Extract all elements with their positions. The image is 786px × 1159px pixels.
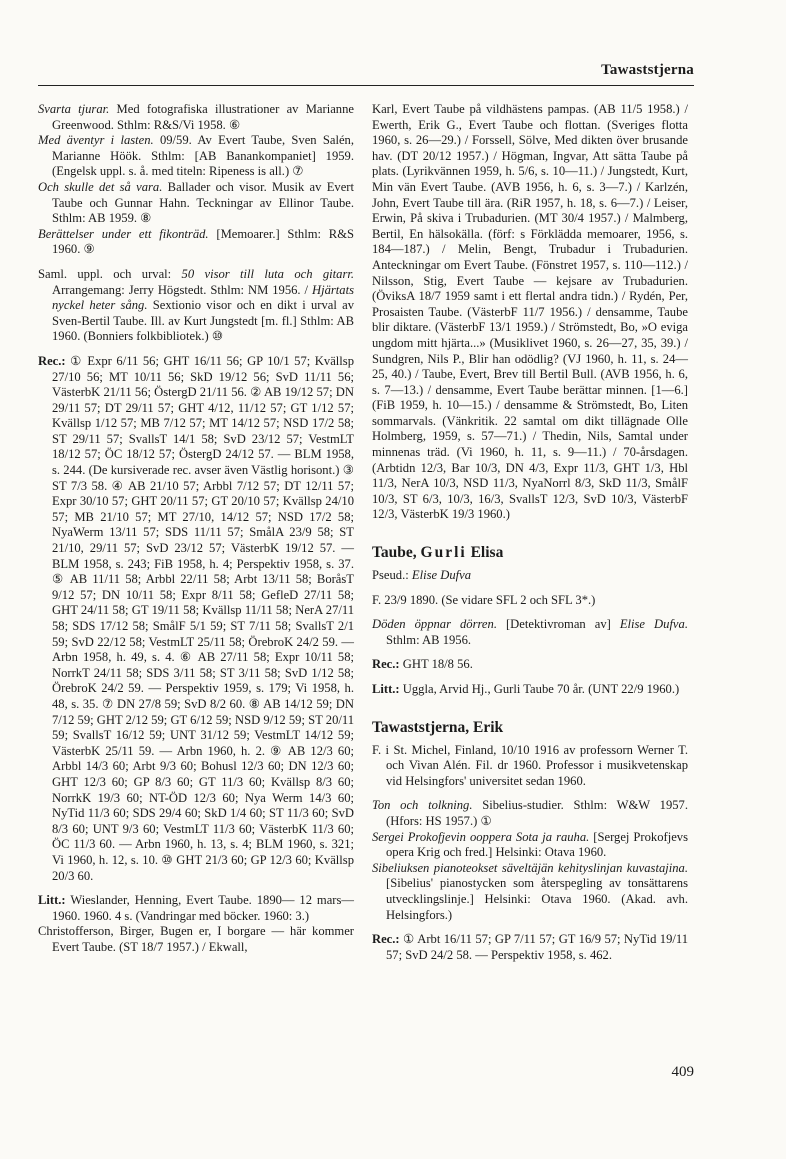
page-header xyxy=(38,62,694,86)
litt-continued: Christofferson, Birger, Bugen er, I borgare — här kommer Evert Taube. (ST 18/7 1957.) / Ekwall, xyxy=(38,924,354,954)
litt-continued-2: Karl, Evert Taube på vildhästens pampas. (AB 11/5 1958.) / Ewerth, Erik G., Evert Taube och flottan. (Sveriges flotta 1960, s. 26—29.) / Forssell, Sölve, Med dikten över brusande hav. (DT 20/12 1957.) / Högman, Ingvar, Att sätta Taube på plats. (Lyrikvännen 1959, h. 5/6, s. 10—11.) / Jungstedt, Kurt, Min vän Evert Taube. (AVB 1956, h. 6, s. 3—7.) / Karlzén, John, Evert Taube till ära. (RiR 1957, h. 18, s. 6—7.) / Leiser, Erwin, På skiva i Trubadurien. (MT 30/4 1957.) / Malmberg, Bertil, En hälsokälla. (förf: s Förklädda memoarer, 1956, s. 184—187.) / Melin, Bengt, Trubadur i Trubadurien. Anteckningar om Evert Taube. (Fönstret 1957, s. 110—112.) / Nilsson, Stig, Evert Taube — kejsare av Trubadurien. (ÖviksA 18/7 1959 samt i ett flertal andra tidn.) / Rydén, Per, Prosaisten Taube. (VästerbF 11/7 1956.) / densamme, Taube blir diktare. (VästerbF 13/1 1959.) / Strömstedt, Bo, »O eviga ungdom mitt hjärta...» (Musiklivet 1960, s. 26—27, 35, 39.) / Sundgren, Nils P., Blir han odödlig? (VJ 1960, h. 11, s. 24—25, 40.) / Taube, Evert, Brev till Bertil Bull. (AVB 1956, h. 6, s. 7—13.) / densamme, Evert Taube berättar minnen. [1—6.] (FiB 1959, h. 10—15.) / densamme & Strömstedt, Bo, Liten sommarvals. (Vänkritik. 22 samtal om dikt tillägnade Olle Holmberg, 1959, s. 57—71.) / Thedin, Nils, Samtal under minnenas träd. (Vi 1960, h. 11, s. 9—11.) / 70-årsdagen. (Arbtidn 12/3, Bar 10/3, DN 4/3, Expr 11/3, GHT 1/3, Hbl 11/3, NerA 10/3, NSD 11/3, NyaNorrl 8/3, SkD 11/3, SmålF 10/3, ST 6/3, 10/3, 16/3, SvallsT 12/3, SvD 10/3, VästerbF 12/3, VästerbK 19/3 1960.) xyxy=(372,102,688,522)
left-column xyxy=(38,102,354,955)
entry-med-aventyr: Med äventyr i lasten. 09/59. Av Evert Taube, Sven Salén, Marianne Höök. Sthlm: [AB Banankompaniet] 1959. (Engelsk uppl. s. å. med titeln: Ripeness is all.) ⑦ xyxy=(38,133,354,179)
running-head: Tawaststjerna xyxy=(601,62,694,78)
entry-prokofjev: Sergei Prokofjevin ooppera Sota ja rauha. [Sergej Prokofjevs opera Krig och fred.] Helsinki: Otava 1960. xyxy=(372,829,688,860)
pseud-line: Pseud.: Elise Dufva xyxy=(372,568,471,583)
header-rule xyxy=(38,85,694,86)
litt-block-taube: Litt.: Wieslander, Henning, Evert Taube. 1890— 12 mars—1960. 1960. 4 s. (Vandringar med böcker. 1960: 3.) xyxy=(38,893,354,923)
entry-heading-tawaststjerna: Tawaststjerna, Erik xyxy=(372,718,504,736)
entry-saml-uppl: Saml. uppl. och urval: 50 visor till luta och gitarr. Arrangemang: Jerry Högstedt. Sthlm: NM 1956. / Hjärtats nyckel heter sång. Sextionio visor och en dikt i urval av Sven-Bertil Taube. Ill. av Kurt Jungstedt [m. fl.] Sthlm: AB 1960. (Bonniers folkbibliotek.) ⑩ xyxy=(38,266,354,344)
rec-block-taube: Rec.: ① Expr 6/11 56; GHT 16/11 56; GP 10/1 57; Kvällsp 27/10 56; MT 10/11 56; SkD 19/12 56; SvD 11/11 56; VästerbK 21/11 56; ÖstergD 21/11 56. ② AB 19/12 57; DN 29/11 57; DT 29/11 57; GHT 4/12, 11/12 57; GT 1/12 57; Kvällsp 1/12 57; MB 7/12 57; MT 14/12 57; NSD 17/2 58; ST 29/11 57; SvallsT 14/1 58; SvD 23/12 57; VestmLT 18/12 57; ÖC 18/12 57; ÖstergD 24/12 57. — BLM 1958, s. 244. (De kursiverade rec. avser även Västlig horisont.) ③ ST 7/3 58. ④ AB 21/10 57; Arbbl 7/12 57; DT 12/11 57; Expr 30/10 57; GHT 20/11 57; GT 20/10 57; Kvällsp 24/10 57; MB 21/10 57; MT 27/10, 14/12 57; NSD 17/2 58; NyaWerm 13/11 57; SDS 11/11 57; SmålA 23/9 58; ST 21/10, 29/11 57; SvD 23/12 57; VästerbK 19/12 57. — BLM 1958, s. 243; FiB 1958, h. 4; Perspektiv 1958, s. 37. ⑤ AB 11/11 58; Arbbl 22/11 58; Arbt 13/11 58; BoråsT 9/12 57; DN 10/11 58; Expr 8/11 58; GefleD 27/11 58; GHT 24/11 58; GT 19/11 58; Kvällsp 11/11 58; NerA 27/11 58; SDS 17/12 58; SmålF 5/1 59; ST 7/11 58; SvallsT 2/1 59; SvD 22/12 58; VestmLT 25/11 58; ÖrebroK 24/2 59. — Arbn 1958, h. 49, s. 4. ⑥ AB 27/11 58; Expr 10/11 58; NorrkT 24/11 58; SDS 3/11 58; ST 3/11 58; SvD 1/12 58; ÖrebroK 24/2 59. — Perspektiv 1959, s. 179; Vi 1958, h. 48, s. 35. ⑦ DN 27/8 59; SvD 8/2 60. ⑧ AB 14/12 59; DN 7/12 59; GHT 2/12 59; GT 6/12 59; NSD 9/12 59; ST 20/11 59; SvallsT 16/12 59; UNT 31/12 59; VestmLT 14/12 59; VästerbK 25/11 59. — Arbn 1960, h. 2. ⑨ AB 12/3 60; Arbbl 14/3 60; Arbt 9/3 60; Bohusl 12/3 60; DN 12/3 60; GHT 12/3 60; GP 8/3 60; GT 11/3 60; Kvällsp 8/3 60; NorrkK 19/3 60; NT-ÖD 12/3 60; Nya Werm 14/3 60; NyTid 11/3 60; SDS 29/4 60; SkD 1/4 60; ST 11/3 60; SvD 8/3 60; UNT 9/3 60; VestmLT 11/3 60; VästerbK 11/3 60; ÖC 11/3 60. — Arbn 1960, h. 13, s. 4; BLM 1960, s. 321; Vi 1960, h. 12, s. 10. ⑩ GHT 21/3 60; GP 12/3 60; Kvällsp 20/3 60. xyxy=(38,353,354,883)
entry-ton-och-tolkning: Ton och tolkning. Sibelius-studier. Sthlm: W&W 1957. (Hfors: HS 1957.) ① xyxy=(372,798,688,828)
entry-svarta-tjurar: Svarta tjurar. Med fotografiska illustrationer av Marianne Greenwood. Sthlm: R&S/Vi 1958. ⑥ xyxy=(38,102,354,132)
entry-berattelser: Berättelser under ett fikonträd. [Memoarer.] Sthlm: R&S 1960. ⑨ xyxy=(38,226,355,257)
rec-block-tawaststjerna: Rec.: ① Arbt 16/11 57; GP 7/11 57; GT 16/9 57; NyTid 19/11 57; SvD 24/2 58. — Perspektiv 1958, s. 462. xyxy=(372,932,688,962)
birth-line-gurli: F. 23/9 1890. (Se vidare SFL 2 och SFL 3*.) xyxy=(372,592,596,607)
entry-sibeliuksen: Sibeliuksen pianoteokset säveltäjän kehityslinjan kuvastajina. [Sibelius' pianostycken som återspegling av tonsättarens utvecklingslinje.] Helsinki: Otava 1960. (Akad. avh. Helsingfors.) xyxy=(372,860,688,922)
page-number: 409 xyxy=(671,1064,694,1080)
entry-och-skulle: Och skulle det så vara. Ballader och visor. Musik av Evert Taube och Gunnar Hahn. Teckningar av Ellinor Taube. Sthlm: AB 1959. ⑧ xyxy=(38,179,354,226)
rec-block-gurli: Rec.: GHT 18/8 56. xyxy=(372,657,473,672)
bio-tawaststjerna: F. i St. Michel, Finland, 10/10 1916 av professorn Werner T. och Vivan Alén. Fil. dr 1960. Professor i musikvetenskap vid Helsingfors' universitet sedan 1960. xyxy=(372,742,688,788)
litt-block-gurli: Litt.: Uggla, Arvid Hj., Gurli Taube 70 år. (UNT 22/9 1960.) xyxy=(372,682,680,696)
entry-heading-taube-gurli: Taube, Gurli Elisa xyxy=(372,544,504,562)
right-column xyxy=(372,102,688,963)
entry-doden-oppnar: Döden öppnar dörren. [Detektivroman av] Elise Dufva. Sthlm: AB 1956. xyxy=(372,617,688,647)
